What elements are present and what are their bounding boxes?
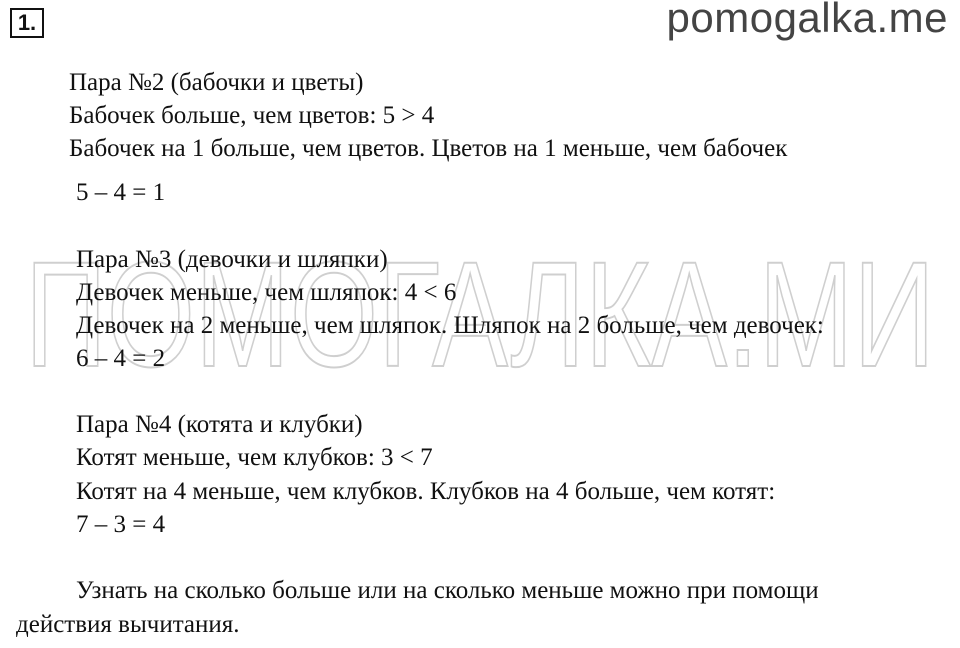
pair3-title: Пара №3 (девочки и шляпки) bbox=[76, 246, 388, 273]
conclusion-line-1: Узнать на сколько больше или на сколько меньше можно при помощи bbox=[76, 577, 819, 604]
pair2-equation: 5 – 4 = 1 bbox=[76, 179, 166, 206]
pair4-equation: 7 – 3 = 4 bbox=[76, 511, 166, 538]
pair4-title: Пара №4 (котята и клубки) bbox=[76, 411, 363, 438]
conclusion-line-2: действия вычитания. bbox=[16, 611, 240, 638]
pair4-comparison: Котят меньше, чем клубков: 3 < 7 bbox=[76, 444, 433, 471]
pair4-difference: Котят на 4 меньше, чем клубков. Клубков на 4 больше, чем котят: bbox=[76, 478, 776, 505]
svg-text:ПОМОГАЛКА.МИ: ПОМОГАЛКА.МИ bbox=[25, 248, 935, 378]
pair2-title: Пара №2 (бабочки и цветы) bbox=[69, 69, 364, 96]
pair2-comparison: Бабочек больше, чем цветов: 5 > 4 bbox=[69, 102, 435, 129]
pair3-equation: 6 – 4 = 2 bbox=[76, 345, 166, 372]
pair3-comparison: Девочек меньше, чем шляпок: 4 < 6 bbox=[76, 279, 457, 306]
site-name: pomogalka.me bbox=[666, 0, 948, 41]
task-number-badge: 1. bbox=[10, 8, 44, 38]
pair2-difference: Бабочек на 1 больше, чем цветов. Цветов на 1 меньше, чем бабочек bbox=[69, 135, 788, 162]
pair3-difference: Девочек на 2 меньше, чем шляпок. Шляпок на 2 больше, чем девочек: bbox=[76, 312, 824, 339]
